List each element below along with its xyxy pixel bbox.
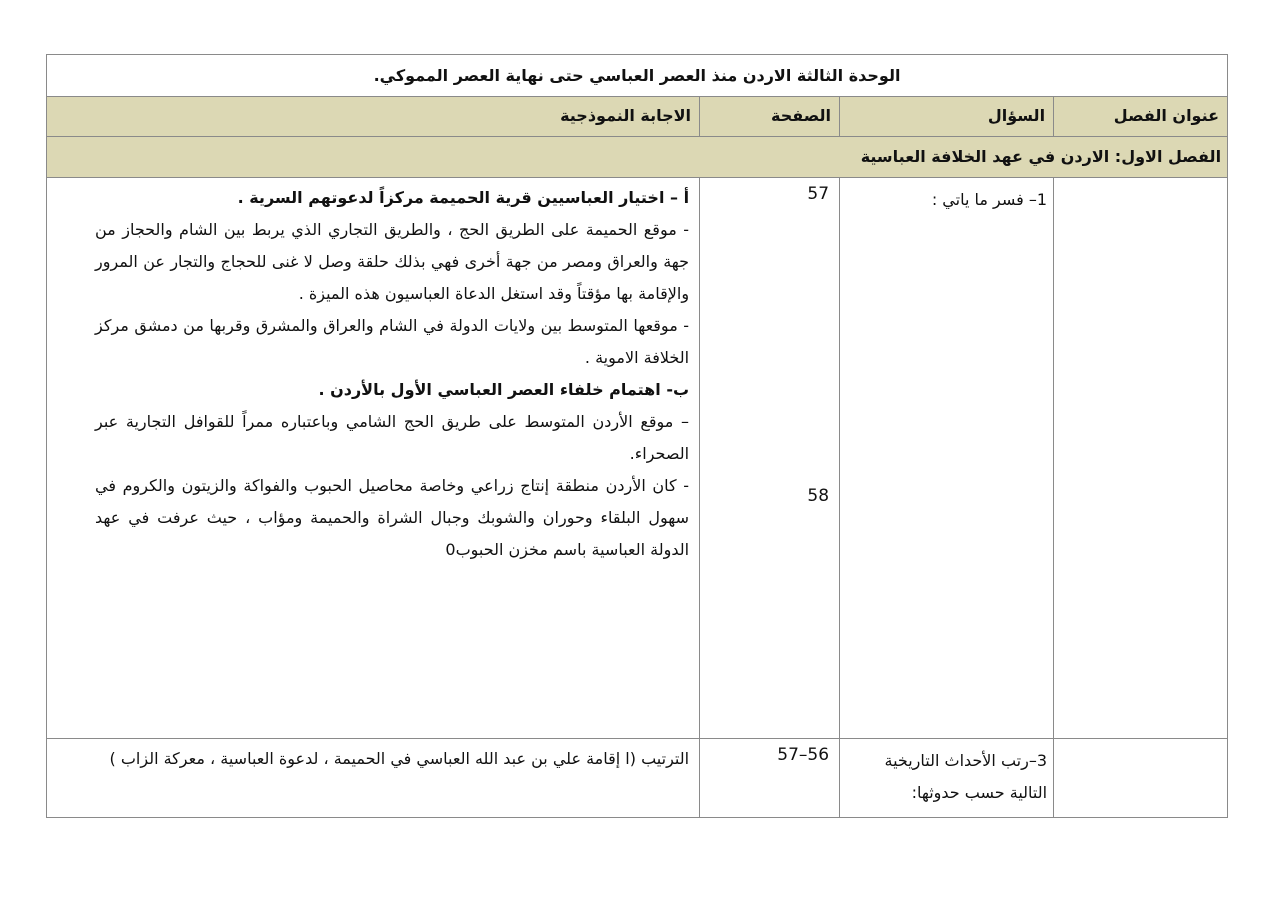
answer-cell xyxy=(47,178,699,576)
table-row xyxy=(47,739,1228,818)
answer-b-title: ب- اهتمام خلفاء العصر العباسي الأول بالأردن . xyxy=(318,380,690,399)
answer-cell: الترتيب (ا إقامة علي بن عبد الله العباسي في الحميمة ، لدعوة العباسية ، معركة الزاب ) xyxy=(109,749,690,768)
question-cell: 3–رتب الأحداث التاريخية التالية حسب حدوثها: xyxy=(884,751,1048,802)
answer-a-bullet-2: - موقعها المتوسط بين ولايات الدولة في الشام والعراق والمشرق وقربها من دمشق مركز الخلافة الاموية . xyxy=(95,316,690,367)
header-chapter: عنوان الفصل xyxy=(1113,106,1220,125)
chapter-cell xyxy=(1054,178,1228,739)
chapter-cell xyxy=(1054,739,1228,818)
header-answer: الاجابة النموذجية xyxy=(560,106,692,125)
header-row xyxy=(47,97,1228,137)
header-question: السؤال xyxy=(987,106,1046,125)
chapter-title: الفصل الاول: الاردن في عهد الخلافة العباسية xyxy=(860,147,1222,166)
header-page: الصفحة xyxy=(771,106,832,125)
table-row xyxy=(47,178,1228,739)
chapter-row xyxy=(47,137,1228,178)
unit-title: الوحدة الثالثة الاردن منذ العصر العباسي حتى نهاية العصر المموكي. xyxy=(47,55,1228,97)
answer-a-title: أ – اختيار العباسيين قرية الحميمة مركزاً لدعوتهم السرية . xyxy=(237,188,690,207)
page-cell-b: 58 xyxy=(807,486,830,506)
page-cell-a: 57 xyxy=(807,184,830,204)
answer-b-bullet-2: - كان الأردن منطقة إنتاج زراعي وخاصة محاصيل الحبوب والفواكة والزيتون والكروم في سهول البلقاء وحوران والشوبك وجبال الشراة والحميمة ومؤاب ، حيث عرفت في عهد الدولة العباسية باسم مخزن الحبوب0 xyxy=(95,476,690,559)
document-sheet xyxy=(46,54,1227,818)
title-row xyxy=(47,55,1228,97)
question-cell: 1– فسر ما ياتي : xyxy=(931,190,1048,209)
page-cell: 56–57 xyxy=(777,745,830,765)
answer-table xyxy=(46,54,1228,818)
answer-a-bullet-1: - موقع الحميمة على الطريق الحج ، والطريق التجاري الذي يربط بين الشام والحجاز من جهة والعراق ومصر من جهة أخرى فهي بذلك حلقة وصل لا غنى للحجاج والتجار عن المرور والإقامة بها مؤقتاً وقد استغل الدعاة العباسيون هذه الميزة . xyxy=(95,220,690,303)
answer-b-bullet-1: – موقع الأردن المتوسط على طريق الحج الشامي وباعتباره ممراً للقوافل التجارية عبر الصحراء. xyxy=(95,412,690,463)
